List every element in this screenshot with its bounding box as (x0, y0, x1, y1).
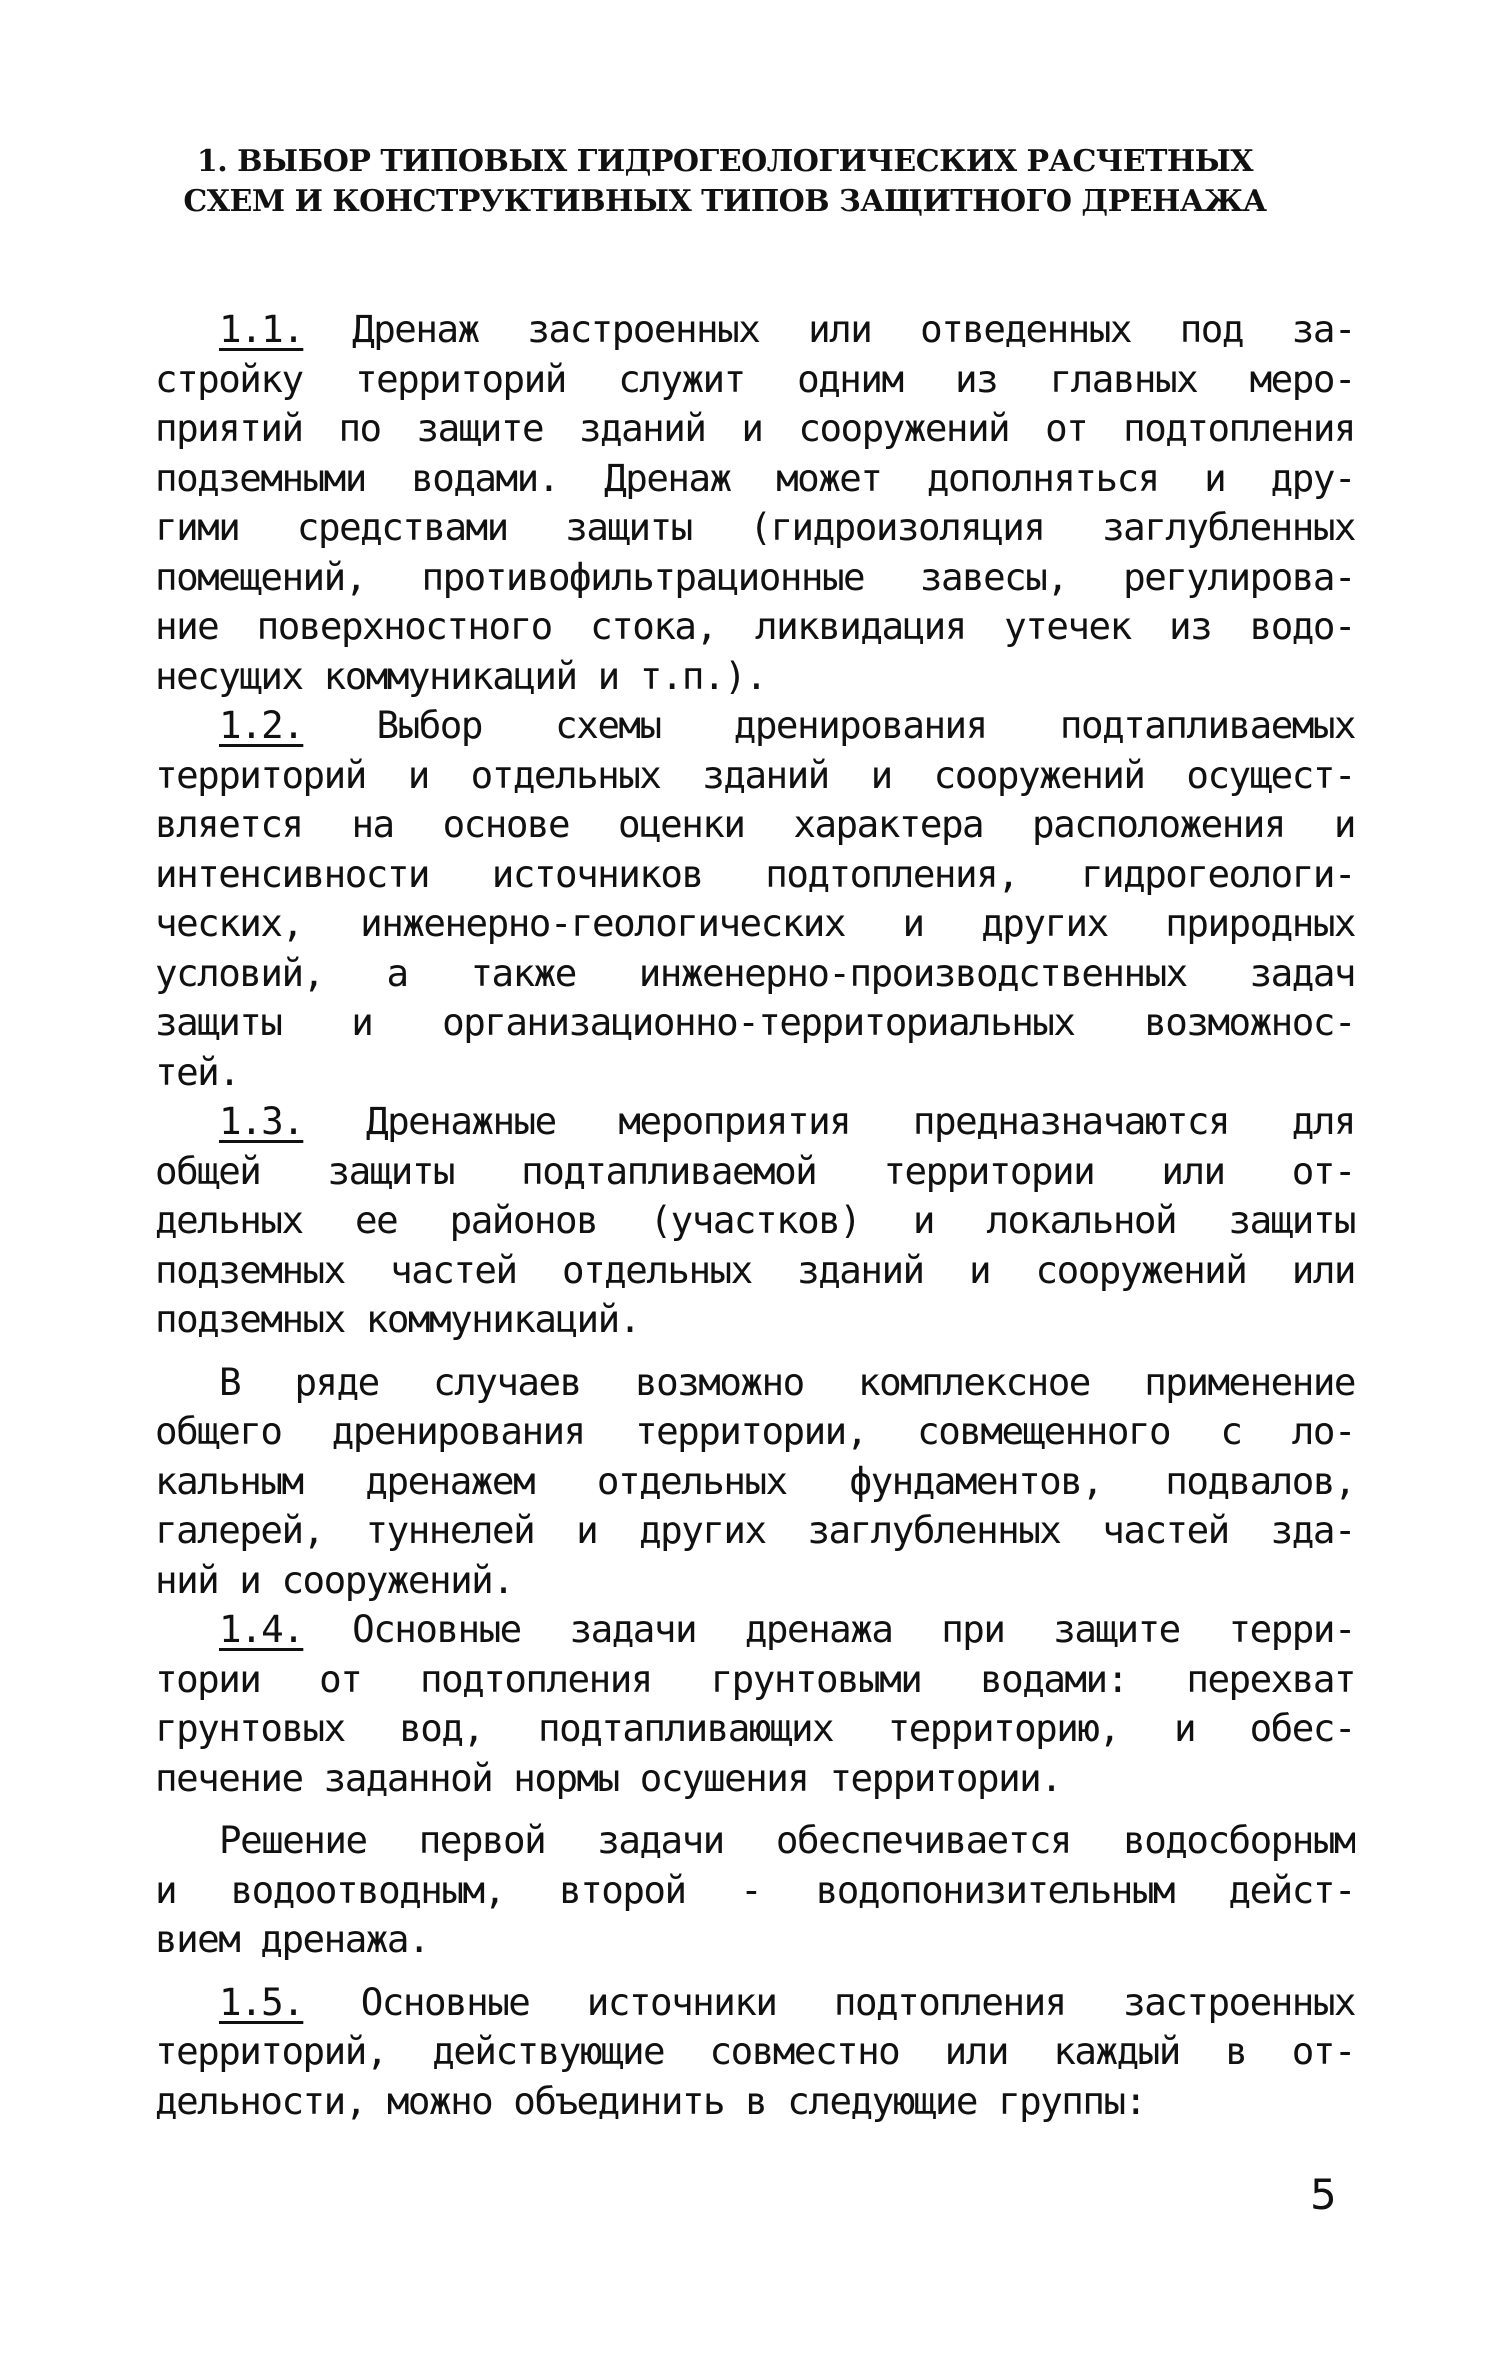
text-line: ний и сооружений. (155, 1557, 514, 1602)
paragraph-gap (155, 1965, 1355, 1978)
section-heading (150, 142, 1300, 222)
line-text: Дренажные мероприятия предназначаются для (366, 1099, 1355, 1143)
text-line: ние поверхностного стока, ликвидация утечек из водо- (155, 604, 1355, 648)
text-line: помещений, противофильтрационные завесы, регулирова- (155, 554, 1355, 599)
text-line: подземными водами. Дренаж может дополняться и дру- (155, 455, 1355, 500)
page-number: 5 (1310, 2170, 1337, 2219)
text-line: галерей, туннелей и других заглубленных частей зда- (155, 1508, 1355, 1552)
paragraph-1-4-continuation (155, 1816, 1355, 1965)
text-line: стройку территорий служит одним из главных меро- (155, 356, 1355, 401)
text-line: территорий, действующие совместно или каждый в от- (155, 2029, 1355, 2073)
paragraph-1-3 (155, 1097, 1355, 1345)
text-line (155, 305, 1355, 355)
line-text: Выбор схемы дренирования подтапливаемых (376, 703, 1355, 747)
text-line: дельности, можно объединить в следующие группы: (155, 2078, 1146, 2123)
section-heading-line-2: СХЕМ И КОНСТРУКТИВНЫХ ТИПОВ ЗАЩИТНОГО ДРЕНАЖА (183, 184, 1267, 219)
text-line: территорий и отдельных зданий и сооружений осущест- (155, 752, 1355, 797)
text-line: дельных ее районов (участков) и локальной защиты (155, 1198, 1355, 1242)
line-text: Основные источники подтопления застроенных (360, 1979, 1355, 2024)
text-line: общего дренирования территории, совмещенного с ло- (155, 1409, 1355, 1453)
text-line: интенсивности источников подтопления, гидрогеологи- (155, 851, 1355, 896)
paragraph-1-2 (155, 701, 1355, 1097)
text-line: В ряде случаев возможно комплексное применение (219, 1359, 1355, 1404)
paragraph-gap (155, 1803, 1355, 1816)
text-line: вием дренажа. (155, 1917, 429, 1961)
text-line: условий, а также инженерно-производственных задач (155, 950, 1355, 995)
line-text: Основные задачи дренажа при защите терри- (352, 1607, 1355, 1651)
paragraph-gap (155, 1345, 1355, 1358)
text-line: общей защиты подтапливаемой территории или от- (155, 1148, 1355, 1193)
text-line: Решение первой задачи обеспечивается водосборным (219, 1818, 1355, 1862)
section-number: 1.2. (219, 703, 304, 747)
text-line: ческих, инженерно-геологических и других природных (155, 901, 1355, 945)
text-line: и водоотводным, второй - водопонизительным дейст- (155, 1867, 1355, 1912)
text-line (155, 1097, 1355, 1147)
section-number: 1.4. (219, 1607, 304, 1651)
text-line: гими средствами защиты (гидроизоляция заглубленных (155, 505, 1355, 549)
text-line (155, 1605, 1355, 1655)
text-line: подземных коммуникаций. (155, 1297, 640, 1341)
text-line: грунтовых вод, подтапливающих территорию, и обес- (155, 1706, 1355, 1750)
paragraph-1-1 (155, 305, 1355, 701)
section-heading-line-1: 1. ВЫБОР ТИПОВЫХ ГИДРОГЕОЛОГИЧЕСКИХ РАСЧЕТНЫХ (196, 144, 1254, 179)
text-line: защиты и организационно-территориальных возможнос- (155, 1000, 1355, 1044)
text-line: кальным дренажем отдельных фундаментов, подвалов, (155, 1458, 1355, 1503)
section-number: 1.3. (219, 1099, 304, 1143)
section-number: 1.1. (219, 307, 304, 351)
paragraph-1-3-continuation (155, 1358, 1355, 1606)
text-line: приятий по защите зданий и сооружений от подтопления (155, 406, 1355, 450)
text-line (155, 1978, 1355, 2028)
text-line: подземных частей отдельных зданий и сооружений или (155, 1247, 1355, 1292)
text-line: тории от подтопления грунтовыми водами: перехват (155, 1656, 1355, 1701)
text-line: вляется на основе оценки характера расположения и (155, 802, 1355, 846)
text-line (155, 701, 1355, 751)
section-number: 1.5. (219, 1979, 304, 2024)
text-line: печение заданной нормы осушения территории. (155, 1755, 1062, 1800)
paragraph-1-4 (155, 1605, 1355, 1803)
body-text (155, 305, 1355, 2126)
paragraph-1-5 (155, 1978, 1355, 2127)
text-line: тей. (155, 1049, 240, 1094)
line-text: Дренаж застроенных или отведенных под за- (352, 307, 1355, 351)
text-line: несущих коммуникаций и т.п.). (155, 653, 767, 698)
